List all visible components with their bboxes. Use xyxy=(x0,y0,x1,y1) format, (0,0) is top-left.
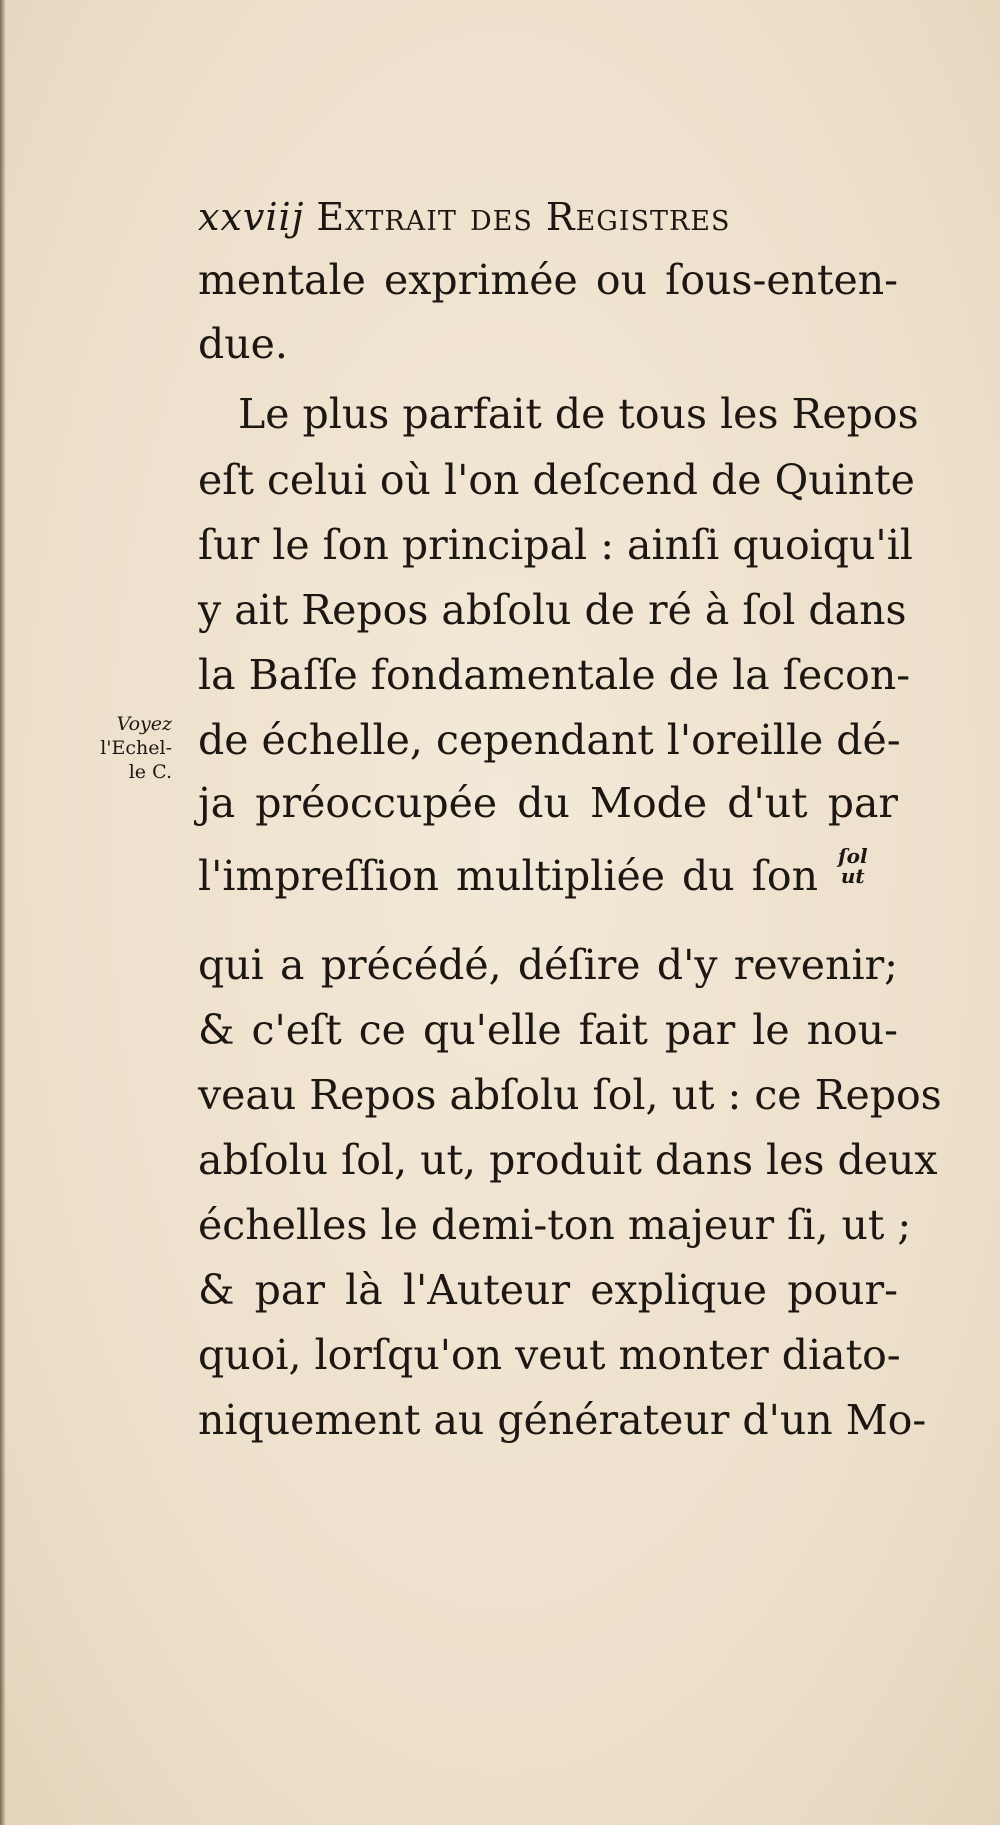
page-edge-shadow xyxy=(0,0,6,1825)
music-symbol: ſol ut xyxy=(838,844,868,888)
page-number: xxviij xyxy=(198,195,305,239)
text-line: ja préoccupée du Mode d'ut par xyxy=(198,779,898,827)
text-line: Le plus parfait de tous les Repos xyxy=(238,390,919,438)
text-line: quoi, lorſqu'on veut monter diato- xyxy=(198,1331,901,1379)
text-line: la Baſſe fondamentale de la ſecon- xyxy=(198,651,911,699)
text-line: qui a précédé, déſire d'y revenir; xyxy=(198,941,898,989)
text-line: eſt celui où l'on deſcend de Quinte xyxy=(198,456,915,504)
text-line: & c'eſt ce qu'elle fait par le nou- xyxy=(198,1006,898,1054)
running-title: Extrait des Registres xyxy=(316,195,731,239)
text-line: échelles le demi-ton majeur ſi, ut ; xyxy=(198,1201,912,1249)
text-line: ſur le ſon principal : ainſi quoiqu'il xyxy=(198,521,913,569)
running-header xyxy=(198,192,731,242)
text-line: y ait Repos abſolu de ré à ſol dans xyxy=(198,586,907,634)
text-line: abſolu ſol, ut, produit dans les deux xyxy=(198,1136,938,1184)
text-line: de échelle, cependant l'oreille dé- xyxy=(198,716,901,764)
text-line: l'impreſſion multipliée du ſon xyxy=(198,852,818,900)
text-line: & par là l'Auteur explique pour- xyxy=(198,1266,898,1314)
text-line: veau Repos abſolu ſol, ut : ce Repos xyxy=(198,1071,942,1119)
text-line: mentale exprimée ou ſous-enten- xyxy=(198,256,898,304)
margin-note: Voyez l'Echel- le C. xyxy=(100,713,172,783)
text-line: niquement au générateur d'un Mo- xyxy=(198,1396,927,1444)
text-line: due. xyxy=(198,320,288,368)
